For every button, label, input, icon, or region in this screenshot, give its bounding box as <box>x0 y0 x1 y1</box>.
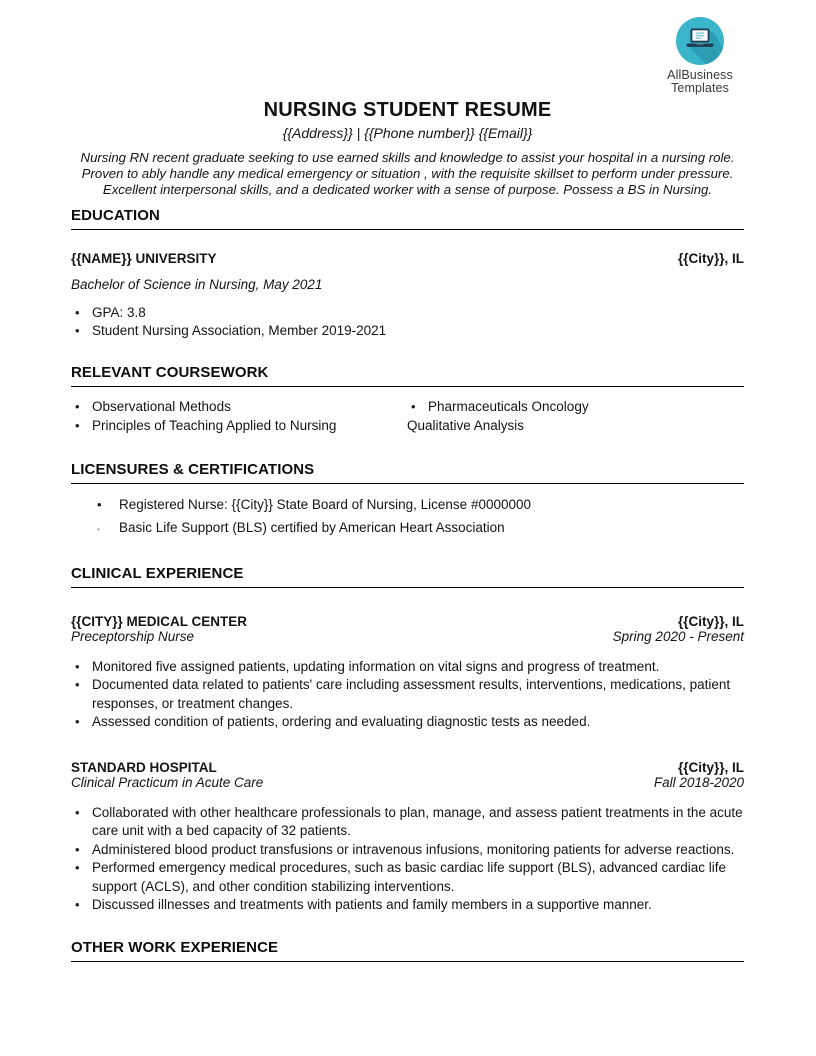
brand-text <box>652 69 748 94</box>
summary-paragraph: Nursing RN recent graduate seeking to use earned skills and knowledge to assist your hospital in a nursing role. Proven to ably handle any medical emergency or situation , with the requisite skillset to perform under pressure. Excellent interpersonal skills, and a dedicated worker with a sense of purpose. Possess a BS in Nursing. <box>80 150 735 197</box>
bullet-icon: • <box>75 658 80 674</box>
section-heading-other-work: OTHER WORK EXPERIENCE <box>71 940 744 962</box>
clinical-job-2 <box>71 760 744 915</box>
bullet-icon: • <box>75 714 80 729</box>
job-entry-header <box>71 614 744 630</box>
bullet-icon: • <box>75 417 80 433</box>
coursework-right-column <box>407 397 744 435</box>
list-item: • Administered blood product transfusions or intravenous infusions, monitoring patients for adverse reactions. <box>71 841 744 860</box>
list-item: • Assessed condition of patients, ordering and evaluating diagnostic tests as needed. <box>71 713 744 732</box>
brand-line2: Templates <box>671 80 729 95</box>
contact-line: {{Address}} | {{Phone number}} {{Email}} <box>282 125 533 141</box>
laptop-logo-icon <box>675 16 725 66</box>
licensures-bullet-list <box>71 493 744 539</box>
list-item: • Monitored five assigned patients, updating information on vital signs and progress of treatment. <box>71 658 744 677</box>
job-entry-subheader <box>71 629 744 645</box>
bullet-icon: • <box>75 804 80 820</box>
bullet-icon: • <box>411 398 416 414</box>
bullet-icon: • <box>97 496 102 512</box>
list-item: • Registered Nurse: {{City}} State Board of Nursing, License #0000000 <box>97 493 744 516</box>
list-item: • Student Nursing Association, Member 2019-2021 <box>71 322 744 341</box>
list-item: • Discussed illnesses and treatments with patients and family members in a supportive manner. <box>71 896 744 915</box>
job-location: {{City}}, IL <box>677 613 744 629</box>
clinical-job-1 <box>71 614 744 732</box>
section-heading-education: EDUCATION <box>71 208 744 230</box>
job-dates: Fall 2018-2020 <box>653 775 744 790</box>
list-item: • Observational Methods <box>71 397 407 416</box>
list-item: • Collaborated with other healthcare professionals to plan, manage, and assess patient treatments in the acute care unit with a bed capacity of 32 patients. <box>71 804 744 841</box>
job-role: Preceptorship Nurse <box>71 629 195 644</box>
section-heading-licensures: LICENSURES & CERTIFICATIONS <box>71 462 744 484</box>
bullet-icon: • <box>75 323 80 338</box>
list-item: • Pharmaceuticals Oncology <box>407 397 744 416</box>
list-item: • GPA: 3.8 <box>71 304 744 323</box>
list-item: • Basic Life Support (BLS) certified by American Heart Association <box>97 516 744 539</box>
job-location: {{City}}, IL <box>677 759 744 775</box>
section-heading-coursework: RELEVANT COURSEWORK <box>71 365 744 387</box>
list-item: • Performed emergency medical procedures, such as basic cardiac life support (BLS), advanced cardiac life support (ACLS), and other condition stabilizing interventions. <box>71 859 744 896</box>
bullet-icon: • <box>75 897 80 912</box>
degree-line: Bachelor of Science in Nursing, May 2021 <box>71 276 323 292</box>
allbusiness-logo <box>652 16 748 94</box>
bullet-icon: • <box>75 677 80 692</box>
education-entry-header <box>71 251 744 267</box>
school-name: {{NAME}} UNIVERSITY <box>71 251 217 266</box>
bullet-icon: • <box>75 860 80 875</box>
list-item-no-bullet: Qualitative Analysis <box>407 417 525 433</box>
bullet-icon: • <box>75 304 80 320</box>
page-title: NURSING STUDENT RESUME <box>263 99 552 121</box>
employer-name: {{CITY}} MEDICAL CENTER <box>71 613 248 629</box>
coursework-left-column <box>71 397 407 435</box>
job-dates: Spring 2020 - Present <box>612 629 744 644</box>
job-role: Clinical Practicum in Acute Care <box>71 775 264 790</box>
bullet-icon: • <box>75 841 80 857</box>
list-item: • Principles of Teaching Applied to Nursing <box>71 416 407 435</box>
brand-line1: AllBusiness <box>667 68 733 82</box>
list-item: • Documented data related to patients' care including assessment results, interventions, medications, patient responses, or treatment changes. <box>71 676 744 713</box>
education-bullet-list <box>71 304 744 341</box>
coursework-columns <box>71 397 744 435</box>
bullet-icon: • <box>75 398 80 414</box>
job-entry-header <box>71 760 744 776</box>
faint-bullet-icon: • <box>97 524 100 534</box>
section-heading-clinical: CLINICAL EXPERIENCE <box>71 566 744 588</box>
job-bullet-list <box>71 804 744 915</box>
school-location: {{City}}, IL <box>677 251 744 266</box>
job-bullet-list <box>71 658 744 732</box>
job-entry-subheader <box>71 775 744 791</box>
employer-name: STANDARD HOSPITAL <box>71 759 217 775</box>
